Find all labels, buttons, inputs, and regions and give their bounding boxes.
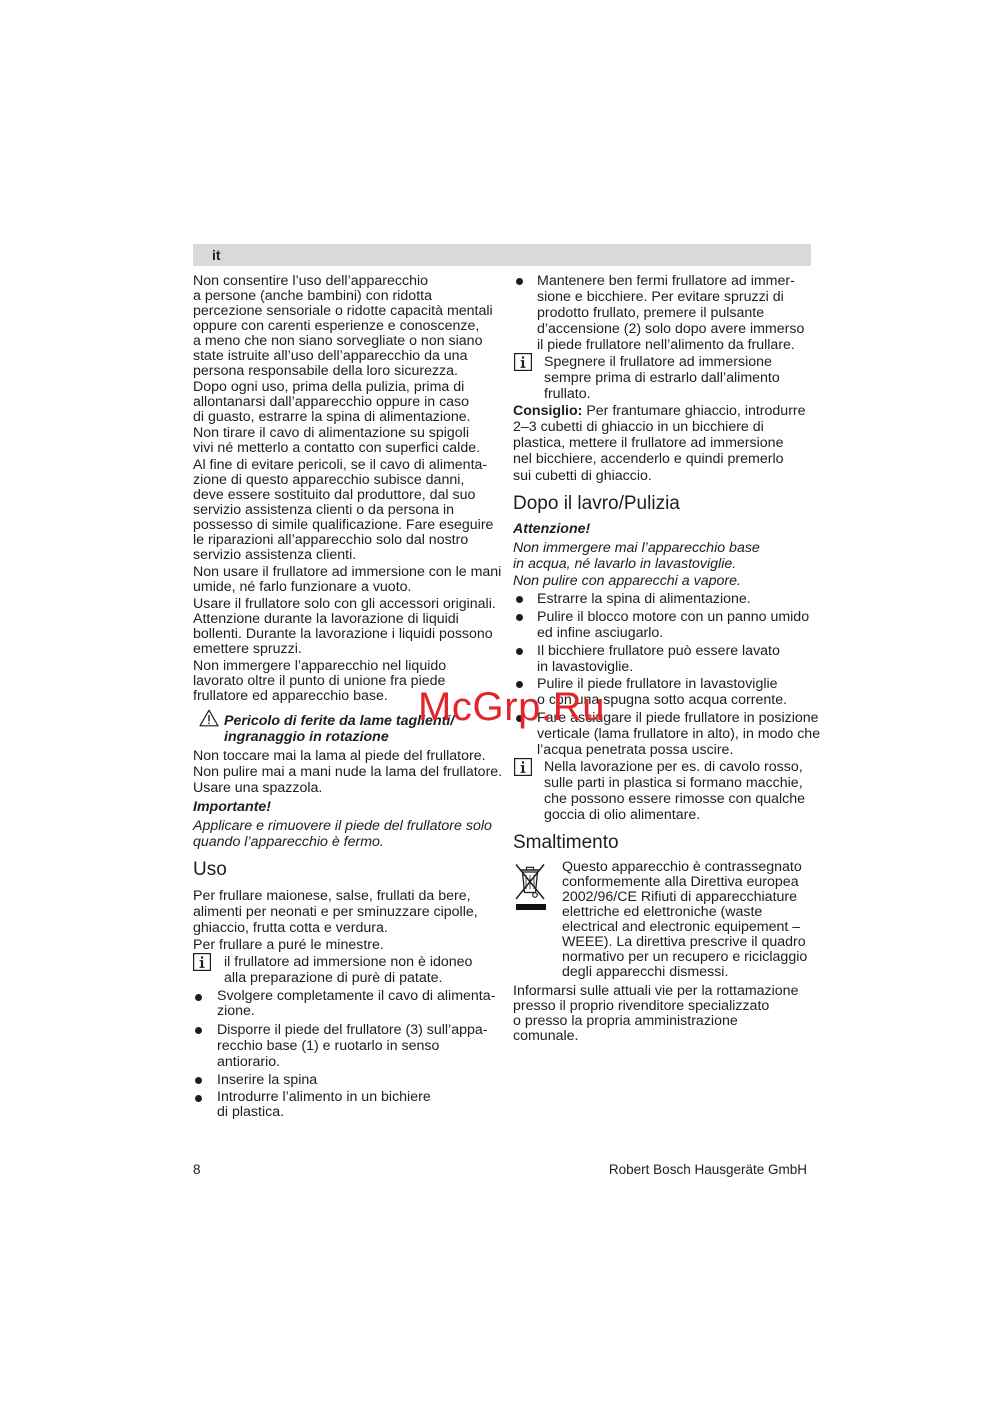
list-item xyxy=(513,591,751,607)
list-item-text: Pulire il piede frullatore in lavastoviglie o con una spugna sotto acqua corrente. xyxy=(537,675,788,708)
info-icon xyxy=(514,758,532,776)
list-item xyxy=(513,273,804,353)
usage-note: Spegnere il frullatore ad immersione sempre prima di estrarlo dall’alimento frullato. xyxy=(544,353,780,402)
tip-text: Per frantumare ghiaccio, introdurre 2–3 cubetti di ghiaccio in un bicchiere di plastica, mettere il frullatore ad immersione nel bicchiere, accenderlo e quindi premerlo sui cubetti di ghiaccio. xyxy=(513,402,806,484)
section-heading-uso: Uso xyxy=(193,859,227,880)
list-item-text: Inserire la spina xyxy=(217,1071,318,1088)
page-number: 8 xyxy=(193,1162,201,1177)
bullet-icon xyxy=(516,596,523,603)
bullet-icon xyxy=(516,278,523,285)
section-heading-cleaning: Dopo il lavro/Pulizia xyxy=(513,493,680,514)
usage-note: il frullatore ad immersione non è idoneo alla preparazione di purè di patate. xyxy=(224,953,473,986)
safety-paragraph: Non usare il frullatore ad immersione con le mani umide, né farlo funzionare a vuoto. xyxy=(193,563,502,595)
warning-title: Pericolo di ferite da lame taglienti/ ingranaggio in rotazione xyxy=(224,712,455,745)
list-item-text: Disporre il piede del frullatore (3) sull’appa- recchio base (1) e ruotarlo in senso antiorario. xyxy=(217,1021,488,1070)
important-text: Applicare e rimuovere il piede del frullatore solo quando l’apparecchio è fermo. xyxy=(193,817,492,850)
info-icon xyxy=(514,353,532,371)
safety-paragraph: Al fine di evitare pericoli, se il cavo di alimenta- zione di questo apparecchio subisce danni, deve essere sostituito dal produttore, dal suo servizio assistenza clienti o da persona in possesso di simile qualificazione. Fare eseguire le riparazioni all’apparecchio solo dal nostro servizio assistenza clienti. xyxy=(193,456,494,563)
cleaning-note: Nella lavorazione per es. di cavolo rosso, sulle parti in plastica si formano macchie, che possono essere rimosse con qualche goccia di olio alimentare. xyxy=(544,758,806,824)
section-heading-disposal: Smaltimento xyxy=(513,832,619,853)
list-item-text: Fare asciugare il piede frullatore in posizione verticale (lama frullatore in alto), in modo che l’acqua penetrata possa uscire. xyxy=(537,709,821,758)
list-item-text: Estrarre la spina di alimentazione. xyxy=(537,590,751,607)
list-item-text: Il bicchiere frullatore può essere lavato in lavastoviglie. xyxy=(537,642,780,675)
footer-company: Robert Bosch Hausgeräte GmbH xyxy=(608,1162,807,1177)
list-item xyxy=(513,643,780,675)
safety-paragraph: Non immergere l’apparecchio nel liquido lavorato oltre il punto di unione fra piede frullatore ed apparecchio base. xyxy=(193,657,447,704)
bullet-icon xyxy=(516,614,523,621)
tip-label: Consiglio: xyxy=(513,402,583,419)
safety-paragraph: Usare il frullatore solo con gli accessori originali. Attenzione durante la lavorazione di liquidi bollenti. Durante la lavorazione i liquidi possono emettere spruzzi. xyxy=(193,595,496,657)
list-item xyxy=(193,1090,431,1121)
info-icon xyxy=(193,953,211,971)
important-label: Importante! xyxy=(193,798,272,815)
header-bar xyxy=(193,244,811,266)
disposal-info: Informarsi sulle attuali vie per la rottamazione presso il proprio rivenditore specializzato o presso la propria amministrazione comunale. xyxy=(513,982,799,1045)
list-item xyxy=(193,1072,317,1088)
list-item xyxy=(193,1022,487,1070)
crossed-out-bin-icon xyxy=(513,861,547,913)
bullet-icon xyxy=(516,648,523,655)
bullet-icon xyxy=(195,1027,202,1034)
bullet-icon xyxy=(195,1077,202,1084)
watermark: McGrp.Ru xyxy=(418,685,606,729)
tip-paragraph xyxy=(513,403,806,484)
usage-intro: Per frullare maionese, salse, frullati da bere, alimenti per neonati e per sminuzzare cipolle, ghiaccio, frutta cotta e verdura. xyxy=(193,887,478,936)
language-label: it xyxy=(212,247,221,263)
weee-text: Questo apparecchio è contrassegnato conformemente alla Direttiva europea 2002/96/CE Rifiuti di apparecchiature elettriche ed elettroniche (waste electrical and electronic equipement – WEEE). La direttiva prescrive il quadro normativo per un recupero e riciclaggio degli apparecchi dismessi. xyxy=(562,858,808,981)
safety-paragraph: Non tirare il cavo di alimentazione su spigoli vivi né metterlo a contatto con superfici calde. xyxy=(193,424,481,456)
list-item xyxy=(513,609,809,641)
bullet-icon xyxy=(195,1095,202,1102)
list-item-text: Svolgere completamente il cavo di alimenta- zione. xyxy=(217,987,496,1019)
list-item-text: Pulire il blocco motore con un panno umido ed infine asciugarlo. xyxy=(537,608,810,641)
list-item xyxy=(193,989,495,1020)
usage-puree: Per frullare a puré le minestre. xyxy=(193,936,384,953)
list-item-text: Mantenere ben fermi frullatore ad immer- sione e bicchiere. Per evitare spruzzi di prodotto frullato, premere il pulsante d’accensione (2) solo dopo avere immerso il piede frullatore nell’alimento da frullare. xyxy=(537,272,805,353)
list-item-text: Introdurre l’alimento in un bichiere di plastica. xyxy=(217,1088,431,1120)
bullet-icon xyxy=(195,994,202,1001)
safety-paragraph: Dopo ogni uso, prima della pulizia, prima di allontanarsi dall’apparecchio oppure in caso di guasto, estrarre la spina di alimentazione. xyxy=(193,378,471,425)
safety-paragraph: Non consentire l’uso dell’apparecchio a persone (anche bambini) con ridotta percezione sensoriale o ridotte capacità mentali oppure con carenti esperienze e conoscenze, a meno che non siano sorvegliate o non siano state istruite all’uso dell’apparecchio da una persona responsabile della loro sicurezza. xyxy=(193,272,493,379)
warning-triangle-icon xyxy=(199,709,219,727)
caution-label: Attenzione! xyxy=(513,520,591,537)
caution-text: Non immergere mai l’apparecchio base in acqua, né lavarlo in lavastoviglie. Non pulire con apparecchi a vapore. xyxy=(513,539,760,589)
warning-text: Non toccare mai la lama al piede del frullatore. Non pulire mai a mani nude la lama del frullatore. Usare una spazzola. xyxy=(193,747,503,796)
